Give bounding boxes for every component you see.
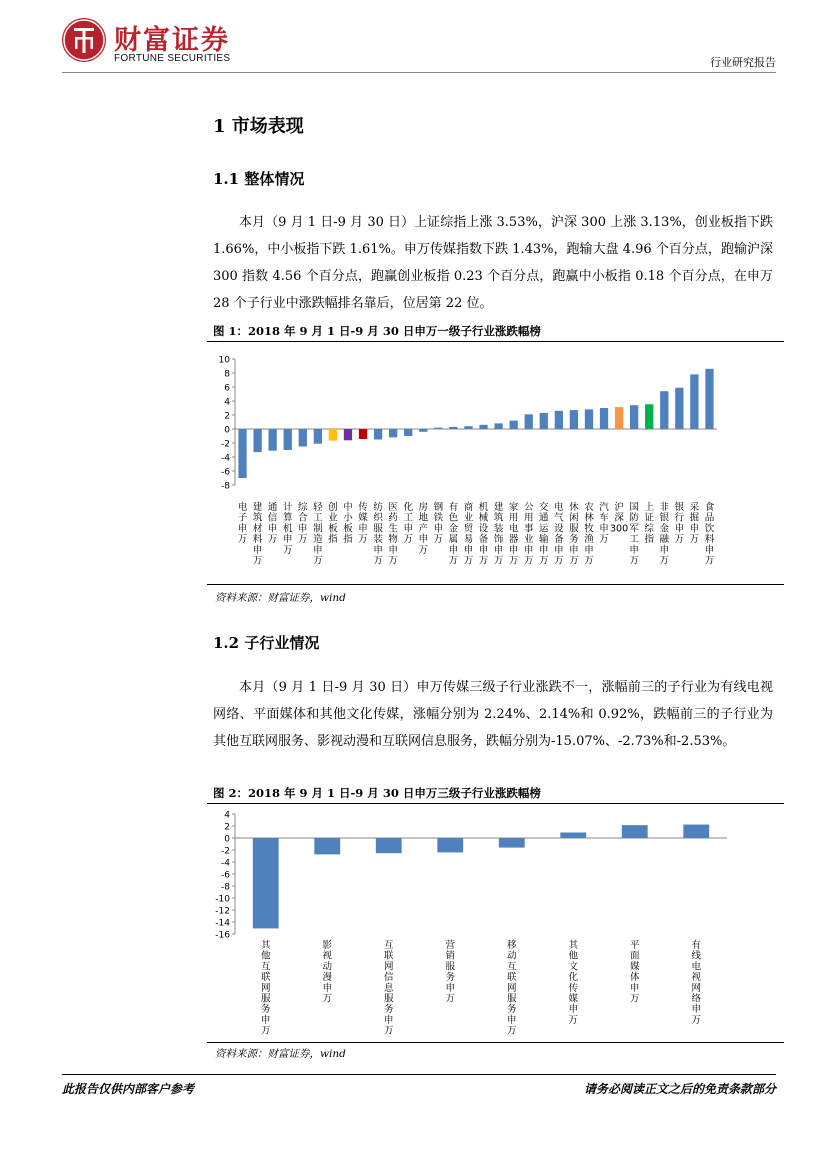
x-category-label: 机械设备申万: [478, 502, 489, 567]
overall-paragraph: 本月（9 月 1 日-9 月 30 日）上证综指上涨 3.53%，沪深 300 上涨 3.13%，创业板指下跌 1.66%，中小板指下跌 1.61%。申万传媒指数下跌 1.43%，跑输大盘 4.96 个百分点，跑输沪深 300 指数 4.56 个百分点，跑赢创业板指 0.23 个百分点，跑赢中小板指 0.18 个百分点，在申万 28 个子行业中涨跌幅排名靠后，位居第 22 位。: [213, 215, 773, 311]
figure2-title: 图 2：2018 年 9 月 1 日-9 月 30 日申万三级子行业涨跌幅榜: [213, 786, 541, 800]
figure2-source: 资料来源：财富证券，wind: [215, 1048, 346, 1060]
y-tick-label: 2: [224, 411, 230, 422]
y-tick-label: -14: [215, 918, 230, 929]
figure2-bar-chart: [207, 806, 784, 1042]
figure1-bar-chart: [207, 345, 784, 583]
x-category-label: 交通运输申万: [539, 502, 549, 567]
bar: [314, 838, 340, 854]
bar: [494, 423, 502, 429]
x-category-label: 其他文化传媒申万: [568, 940, 579, 1026]
bar: [299, 429, 307, 447]
bar: [419, 429, 427, 432]
x-category-label: 银行申万: [674, 502, 685, 546]
bar: [705, 369, 713, 429]
bar: [376, 838, 402, 853]
subsection-title-sub-industry: 1.2 子行业情况: [213, 634, 320, 652]
y-tick-label: -10: [215, 894, 230, 905]
x-category-label: 农林牧渔申万: [584, 502, 594, 567]
bar: [622, 825, 648, 838]
section-title: 1 市场表现: [213, 116, 304, 137]
y-tick-label: 4: [224, 810, 230, 821]
page-header: [62, 18, 776, 74]
bar: [585, 409, 593, 429]
x-category-label: 计算机申万: [282, 502, 293, 556]
figure2-bottom-rule: [207, 1042, 784, 1043]
y-tick-label: -8: [221, 882, 230, 893]
y-tick-label: 0: [224, 425, 230, 436]
x-category-label: 创业板指: [328, 502, 338, 546]
y-tick-label: -2: [221, 846, 230, 857]
x-category-label: 传媒申万: [358, 502, 368, 546]
x-category-label: 商业贸易申万: [463, 502, 474, 567]
bar: [404, 429, 412, 436]
bar: [600, 408, 608, 429]
bar: [464, 426, 472, 429]
x-category-label: 综合申万: [298, 502, 308, 546]
x-category-label: 有线电视网络申万: [691, 940, 702, 1026]
report-type-label: 行业研究报告: [710, 56, 776, 69]
y-tick-label: -4: [221, 453, 230, 464]
x-category-label: 纺织服装申万: [373, 502, 383, 567]
bar: [645, 404, 653, 429]
figure1-bottom-rule: [207, 584, 784, 585]
x-category-label: 电子申万: [237, 502, 248, 546]
y-tick-label: 4: [224, 397, 230, 408]
y-tick-label: -2: [221, 439, 230, 450]
y-tick-label: -6: [221, 467, 230, 478]
x-category-label: 影视动漫申万: [322, 940, 333, 1005]
y-tick-label: 0: [224, 834, 230, 845]
bar: [269, 429, 277, 451]
bar: [329, 429, 337, 441]
x-category-label: 汽车申万: [599, 502, 609, 546]
x-category-label: 医药生物申万: [388, 502, 398, 567]
bar: [499, 838, 525, 848]
logo-chinese-text: 财富证券: [114, 25, 230, 56]
bar: [359, 429, 367, 439]
x-category-label: 沪深 300: [610, 502, 629, 535]
x-category-label: 化工申万: [403, 502, 413, 546]
y-tick-label: 8: [224, 369, 230, 380]
x-category-label: 建筑装饰申万: [493, 502, 504, 567]
bar: [560, 832, 586, 838]
bar: [525, 414, 533, 429]
x-category-label: 中小板指: [343, 502, 353, 546]
x-category-label: 国防军工申万: [629, 502, 639, 567]
bar: [675, 388, 683, 429]
x-category-label: 电气设备申万: [554, 502, 564, 567]
bar: [437, 838, 463, 852]
bar: [389, 429, 397, 437]
bar: [555, 411, 563, 429]
x-category-label: 家用电器申万: [508, 502, 519, 567]
y-tick-label: 2: [224, 822, 230, 833]
sub-industry-paragraph: 本月（9 月 1 日-9 月 30 日）申万传媒三级子行业涨跌不一，涨幅前三的子行业为有线电视网络、平面媒体和其他文化传媒，涨幅分别为 2.24%、2.14%和 0.92%，跌幅前三的子行业为其他互联网服务、影视动漫和互联网信息服务，跌幅分别为-15.07%、-2.73%和-2.53%。: [213, 680, 773, 749]
figure1-top-rule: [207, 341, 784, 342]
company-logo-icon: [62, 18, 106, 62]
footer-divider: [62, 1074, 776, 1075]
x-category-label: 非银金融申万: [659, 502, 670, 567]
y-tick-label: -6: [221, 870, 230, 881]
bar: [374, 429, 382, 440]
header-divider: [62, 72, 776, 73]
y-tick-label: -8: [221, 481, 230, 492]
x-category-label: 钢铁申万: [433, 502, 444, 546]
bar: [690, 374, 698, 429]
bar: [683, 825, 709, 838]
bar: [510, 421, 518, 429]
bar: [434, 428, 442, 429]
footer-disclaimer-right: 请务必阅读正文之后的免责条款部分: [583, 1082, 776, 1096]
x-category-label: 其他互联网服务申万: [260, 940, 271, 1037]
bar: [615, 407, 623, 429]
x-category-label: 轻工制造申万: [313, 502, 323, 567]
y-tick-label: -12: [215, 906, 230, 917]
bar: [344, 429, 352, 440]
bar: [630, 405, 638, 429]
y-tick-label: -4: [221, 858, 230, 869]
bar: [284, 429, 292, 450]
x-category-label: 采掘申万: [689, 502, 700, 546]
x-category-label: 通信申万: [267, 502, 278, 546]
figure1-source: 资料来源：财富证券，wind: [215, 592, 346, 604]
y-tick-label: 6: [224, 383, 230, 394]
bar: [540, 413, 548, 429]
bar: [253, 838, 279, 928]
bar: [660, 391, 668, 429]
x-category-label: 移动互联网服务申万: [506, 940, 517, 1037]
subsection-title-overall: 1.1 整体情况: [213, 170, 305, 188]
x-category-label: 上证综指: [644, 502, 654, 546]
bar: [449, 427, 457, 429]
x-category-label: 房地产申万: [418, 502, 429, 556]
x-category-label: 食品饮料申万: [704, 502, 715, 567]
logo-english-text: FORTUNE SECURITIES: [114, 53, 231, 64]
x-category-label: 休闲服务申万: [569, 502, 579, 567]
x-category-label: 营销服务申万: [445, 940, 456, 1005]
footer-disclaimer-left: 此报告仅供内部客户参考: [62, 1082, 195, 1096]
figure1-title: 图 1：2018 年 9 月 1 日-9 月 30 日申万一级子行业涨跌幅榜: [213, 324, 541, 338]
figure2-top-rule: [207, 803, 784, 804]
bar: [570, 410, 578, 429]
y-tick-label: 10: [218, 355, 230, 366]
bar: [238, 429, 246, 478]
x-category-label: 建筑材料申万: [252, 502, 263, 567]
bar: [314, 429, 322, 444]
x-category-label: 互联网信息服务申万: [383, 940, 394, 1037]
bar: [479, 425, 487, 429]
x-category-label: 公用事业申万: [523, 502, 534, 567]
bar: [253, 429, 261, 452]
y-tick-label: -16: [215, 930, 230, 941]
x-category-label: 有色金属申万: [448, 502, 459, 567]
x-category-label: 平面媒体申万: [629, 940, 640, 1005]
